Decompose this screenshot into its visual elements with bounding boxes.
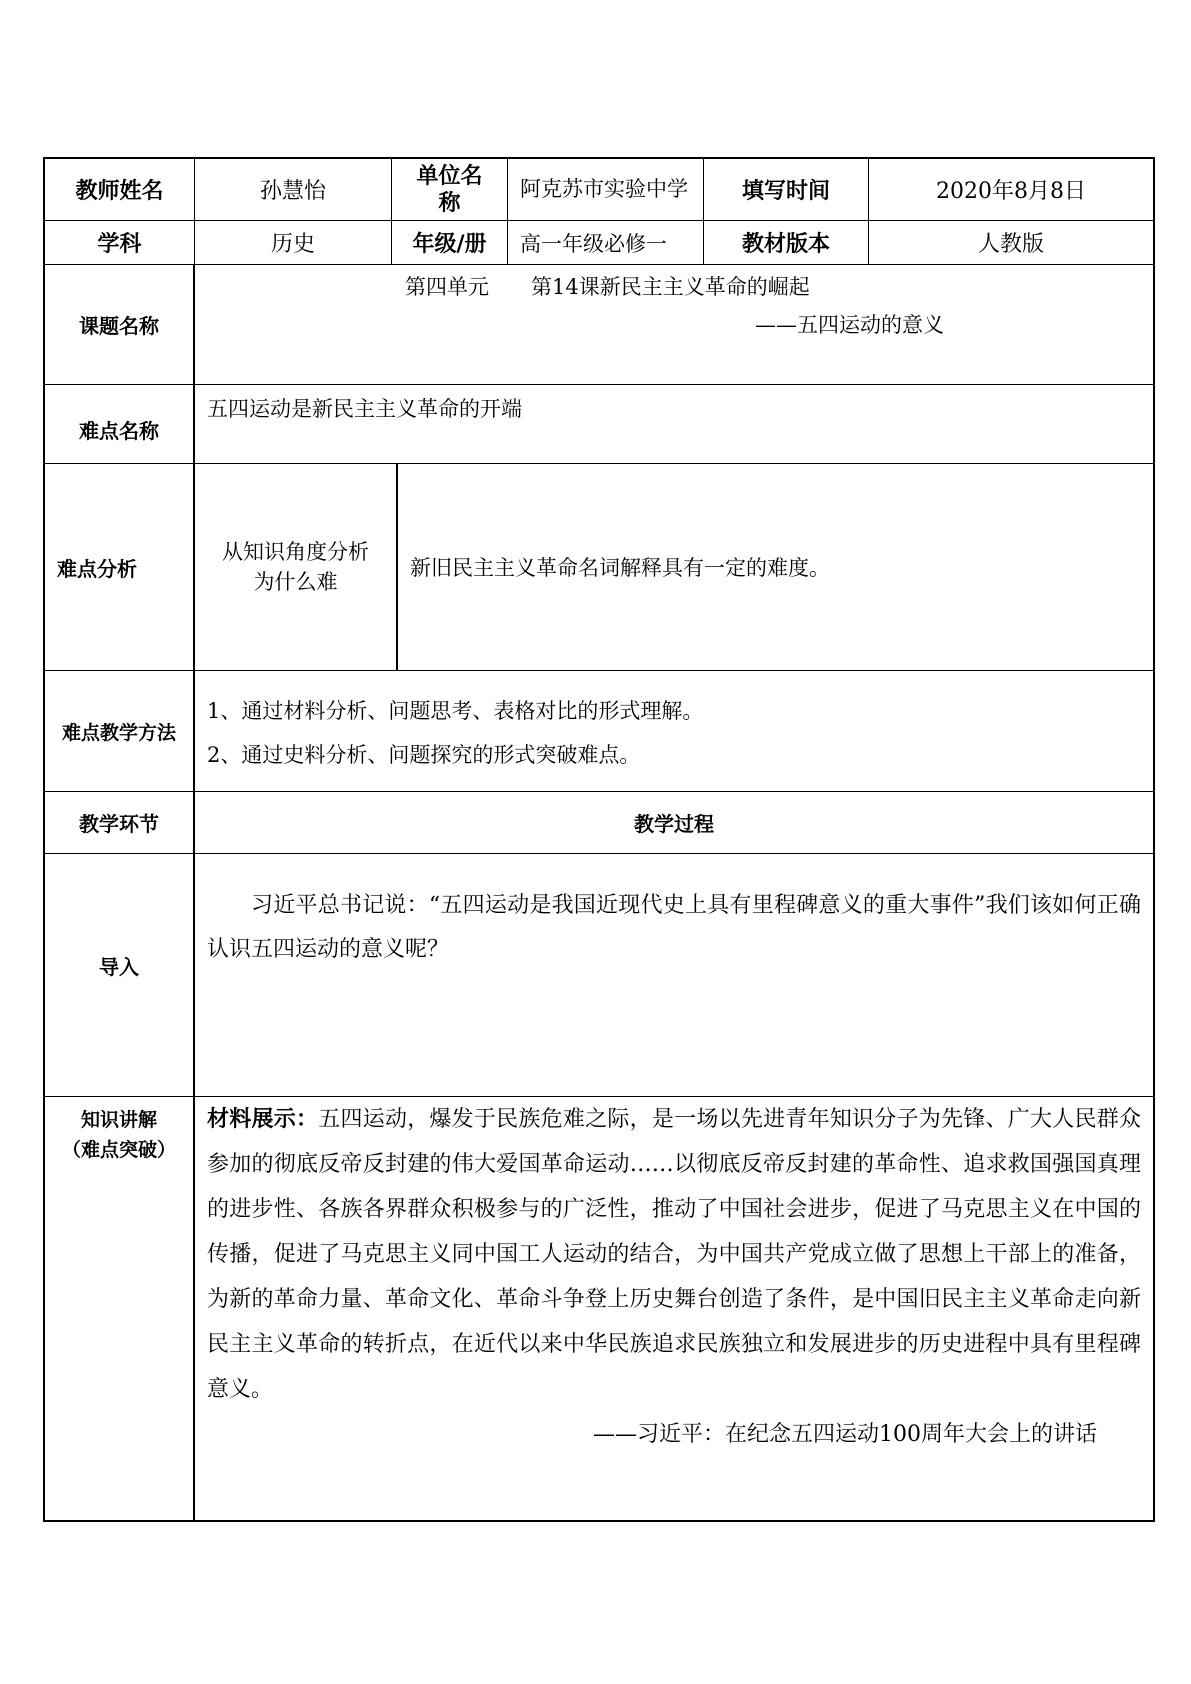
- process-label: 教学过程: [634, 812, 714, 836]
- material-label: 材料展示：: [207, 1107, 319, 1132]
- difficulty-row: [43, 385, 1155, 464]
- edition-label: 教材版本: [704, 221, 869, 264]
- analysis-sub-label: [195, 464, 398, 670]
- unit-name: 阿克苏市实验中学: [508, 159, 704, 220]
- grade-value: 高一年级必修一: [508, 221, 704, 264]
- method-cell: [195, 671, 1153, 791]
- process-header-row: [43, 792, 1155, 854]
- material-source: ——习近平：在纪念五四运动100周年大会上的讲话: [593, 1422, 1097, 1447]
- method-label: 难点教学方法: [45, 671, 195, 791]
- info-row-2: [43, 221, 1155, 265]
- topic-title: 第四单元 第14课新民主主义革命的崛起: [405, 275, 810, 299]
- stage-label: 教学环节: [45, 792, 195, 853]
- date-label: 填写时间: [704, 159, 869, 220]
- knowledge-label-1: 知识讲解: [80, 1109, 157, 1131]
- intro-text: 习近平总书记说：“五四运动是我国近现代史上具有里程碑意义的重大事件”我们该如何正确认识五四运动的意义呢？: [207, 893, 1141, 962]
- subject-label: 学科: [45, 221, 195, 264]
- analysis-sub-label-text: 从知识角度分析为什么难: [222, 540, 369, 594]
- method-item-1: 1、通过材料分析、问题思考、表格对比的形式理解。: [207, 699, 704, 723]
- method-item-2: 2、通过史料分析、问题探究的形式突破难点。: [207, 743, 641, 767]
- grade-label: 年级/册: [392, 221, 508, 264]
- knowledge-row: [43, 1097, 1155, 1522]
- analysis-value: 新旧民主主义革命名词解释具有一定的难度。: [410, 556, 830, 580]
- topic-row: [43, 265, 1155, 385]
- info-row-1: [43, 157, 1155, 221]
- analysis-label: 难点分析: [45, 464, 195, 670]
- intro-label: 导入: [45, 854, 195, 1096]
- material-text: 五四运动，爆发于民族危难之际，是一场以先进青年知识分子为先锋、广大人民群众参加的彻底反帝反封建的伟大爱国革命运动……以彻底反帝反封建的革命性、追求救国强国真理的进步性、各族各界群众积极参与的广泛性，推动了中国社会进步，促进了马克思主义在中国的传播，促进了马克思主义同中国工人运动的结合，为中国共产党成立做了思想上干部上的准备，为新的革命力量、革命文化、革命斗争登上历史舞台创造了条件，是中国旧民主主义革命走向新民主主义革命的转折点，在近代以来中华民族追求民族独立和发展进步的历史进程中具有里程碑意义。: [207, 1107, 1141, 1402]
- edition-value: 人教版: [977, 232, 1044, 257]
- teacher-name: 孙慧怡: [195, 159, 392, 220]
- knowledge-label-2: （难点突破）: [61, 1139, 176, 1161]
- topic-subtitle: ——五四运动的意义: [755, 313, 944, 337]
- unit-label: 单位名称: [392, 159, 508, 220]
- topic-label: 课题名称: [45, 265, 195, 384]
- teacher-label: 教师姓名: [45, 159, 195, 220]
- analysis-row: [43, 464, 1155, 671]
- topic-cell: [195, 265, 1153, 384]
- difficulty-label: 难点名称: [45, 385, 195, 463]
- difficulty-value: 五四运动是新民主主义革命的开端: [207, 397, 522, 421]
- knowledge-label: [45, 1097, 195, 1520]
- knowledge-cell: [195, 1097, 1153, 1520]
- lesson-form: [43, 157, 1155, 1522]
- subject-value: 历史: [195, 221, 392, 264]
- method-row: [43, 671, 1155, 792]
- date-value: 2020年8月8日: [936, 179, 1086, 204]
- intro-row: [43, 854, 1155, 1097]
- material-paragraph: [207, 1097, 1141, 1412]
